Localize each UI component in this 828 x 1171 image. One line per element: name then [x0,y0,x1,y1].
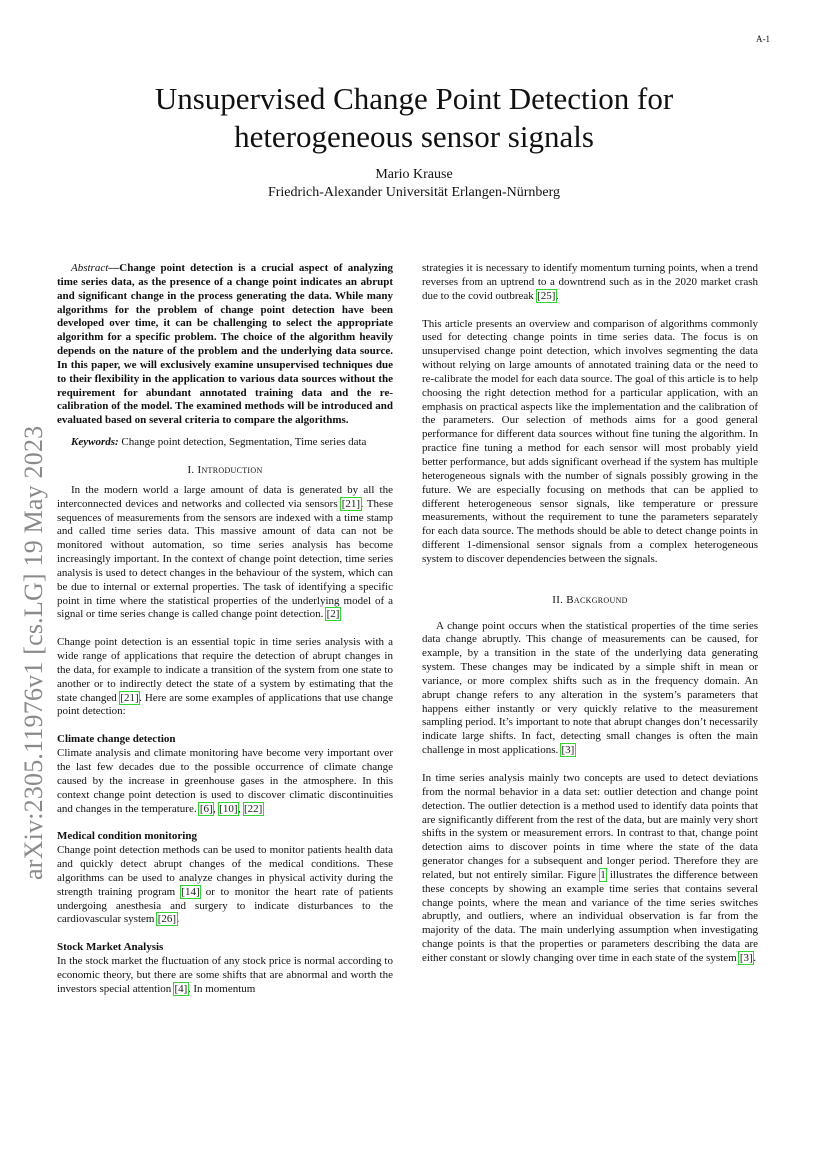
stock-paragraph-continued [422,262,758,304]
citation-link[interactable]: [2] [326,608,340,621]
section-heading-background [422,594,758,608]
stock-paragraph [57,955,393,997]
left-column [57,262,393,997]
background-paragraph-2 [422,772,758,966]
climate-paragraph [57,747,393,816]
text-run: , [238,802,244,815]
citation-link[interactable]: [25] [537,289,556,302]
right-column [422,262,758,966]
section-number: I. [187,463,198,476]
paper-title [60,80,768,156]
citation-link[interactable]: [26] [157,913,177,926]
citation-link[interactable]: [6] [199,802,213,815]
abstract [57,262,393,428]
author-affiliation: Friedrich-Alexander Universität Erlangen-Nürnberg [267,185,561,200]
author-name: Mario Krause [375,167,453,182]
text-run: , [213,802,219,815]
medical-paragraph [57,844,393,927]
text-run: . These sequences of measurements from the sensors are indexed with a time stamp and called time series data. This massive amount of data can not be monitored without automation, so time series analysis has become increasingly important. In the context of change point detection, time series analysis is used to detect changes in the behaviour of the system, which can be due to internal or external properties. The task of identifying a specific point in time where the statistical properties of the underlying model of a signal or time series change is called change point detection. [57,497,393,621]
subheading-stock: Stock Market Analysis [57,941,164,954]
title-line-1: Unsupervised Change Point Detection for [154,81,674,116]
section-title: Background [566,593,628,606]
keywords-text: Change point detection, Segmentation, Time series data [118,436,367,449]
keywords-lead: Keywords: [71,436,119,449]
text-run: strategies it is necessary to identify momentum turning points, when a trend reverses from an uptrend to a downtrend such as in the 2020 market crash due to the covid outbreak [422,262,758,302]
section-title: Introduction [197,463,263,476]
text-run: . [753,951,756,964]
citation-link[interactable]: [3] [739,951,753,964]
text-run: . [176,913,180,926]
background-paragraph-1 [422,620,758,758]
text-run: In the modern world a large amount of data is generated by all the interconnected devices and networks and collected via sensors [57,483,393,510]
abstract-lead: Abstract [71,262,109,274]
text-run: A change point occurs when the statistical properties of the time series data change abruptly. This change of measurements can be caused, for example, by a transition in the state of the underlying data generating system. These changes may be indicated by a simple shift in mean or variance, or more complex shifts such as in the frequency domain. An abrupt change refers to any alteration in the system’s parameters that happens either instantly or very quickly relative to the measurement sampling period. It’s important to note that abrupt changes don’t necessarily indicate large shifts. In fact, detecting small changes is often the main challenge in most applications. [422,619,758,757]
text-run: . In momentum [187,982,256,995]
intro-paragraph-1 [57,484,393,622]
text-run: Change point detection methods can be used to monitor patients health data and quickly detect abrupt changes of the medical conditions. These algorithms can be used to analyze changes in physical activity during the strength training program [57,844,393,898]
intro-paragraph-2 [57,636,393,719]
abstract-text: —Change point detection is a crucial aspect of analyzing time series data, as the presence of a change point indicates an abrupt and significant change in the process generating the data. While many algorithms for the problem of change point detection have been developed over time, it can be challenging to select the appropriate algorithm for a specific problem. The choice of the algorithm heavily depends on the nature of the problem and the underlying data source. In this paper, we will exclusively examine unsupervised techniques due to their flexibility in the application to various data sources without the requirement for abundant annotated training data and the re-calibration of the model. The examined methods will be introduced and evaluated based on several criteria to compare the algorithms. [57,262,393,427]
citation-link[interactable]: [3] [561,744,575,757]
citation-link[interactable]: [21] [120,691,139,704]
citation-link[interactable]: [4] [174,982,188,995]
subheading-climate: Climate change detection [57,733,176,746]
overview-paragraph: This article presents an overview and comparison of algorithms commonly used for detecting change points in time series data. The focus is on unsupervised change point detection, which involves segmenting the data without relying on large amounts of annotated training data or the need to re-calibrate the model for each data source. The goal of this article is to help choosing the right detection method for a particular application, with an emphasis on practical aspects like the implementation and the calibration of the parameters. Our selection of methods aims for a good general performance for different data sources without fine tuning the algorithm. In practice fine tuning a method for each sensor will most probably yield better performance, but adds significant overhead if the system has multiple heterogeneous signals with the number of signals possibly growing in the future. We are especially focusing on methods that can be applied to different heterogeneous sensor signals, like temperature or pressure measurements, without the requirement to tune the parameters separately for each data source. The methods should be able to detect change points in different 1-dimensional sensor signals from a complex heterogeneous system to discover dependencies between the signals. [422,317,758,565]
section-heading-introduction [57,464,393,478]
text-run: . Here are some examples of applications that use change point detection: [57,691,393,718]
subheading-medical: Medical condition monitoring [57,830,197,843]
section-number: II. [552,593,567,606]
text-run: Change point detection is an essential topic in time series analysis with a wide range of applications that require the detection of abrupt changes in the data, for example to indicate a transition of the system from one state to another or to indirectly detect the state of a system by estimating that the state changed [57,636,393,704]
text-run: In the stock market the fluctuation of any stock price is normal according to economic theory, but there are some shifts that are abnormal and worth the investors special attention [57,955,393,995]
citation-link[interactable]: [21] [341,497,361,510]
citation-link[interactable]: [22] [244,802,263,815]
title-line-2: heterogeneous sensor signals [234,119,594,154]
text-run: or to monitor the heart rate of patients undergoing anesthesia and surgery to indicate disturbances to the cardiovascular system [57,885,393,926]
figure-reference-link[interactable]: 1 [600,868,606,881]
citation-link[interactable]: [14] [181,885,200,898]
citation-link[interactable]: [10] [219,802,238,815]
arxiv-identifier: arXiv:2305.11976v1 [cs.LG] 19 May 2023 [19,425,48,880]
text-run: . [555,289,559,302]
page-number: A-1 [756,34,770,44]
text-run: Climate analysis and climate monitoring have become very important over the last few decades due to the possible occurrence of climate change caused by the increase in greenhouse gases in the atmosphere. In this context change point detection is used to discover climatic discontinuities and changes in the temperature. [57,747,393,815]
text-run: In time series analysis mainly two concepts are used to detect deviations from the normal behavior in a data set: outlier detection and change point detection. The outlier detection is a method used to identify data points that are significantly different from the rest of the data, but are mainly very short shifts in the system or measurement errors. In contrast to that, change point detection aims to discover points in time where the state of the data generator changes for a subsequent and longer period. Therefore they are related, but not entirely similar. Figure [422,772,758,881]
text-run: illustrates the difference between these concepts by showing an example time series that contains several change points, where the mean and variance of the time series switches abruptly, and outliers, where an individual observation is far from the majority of the data. The main underlying assumption when investigating change points is that the properties or parameters describing the data are either constant or slowly changing over time in each state of the system [422,868,759,964]
keywords [57,436,393,450]
